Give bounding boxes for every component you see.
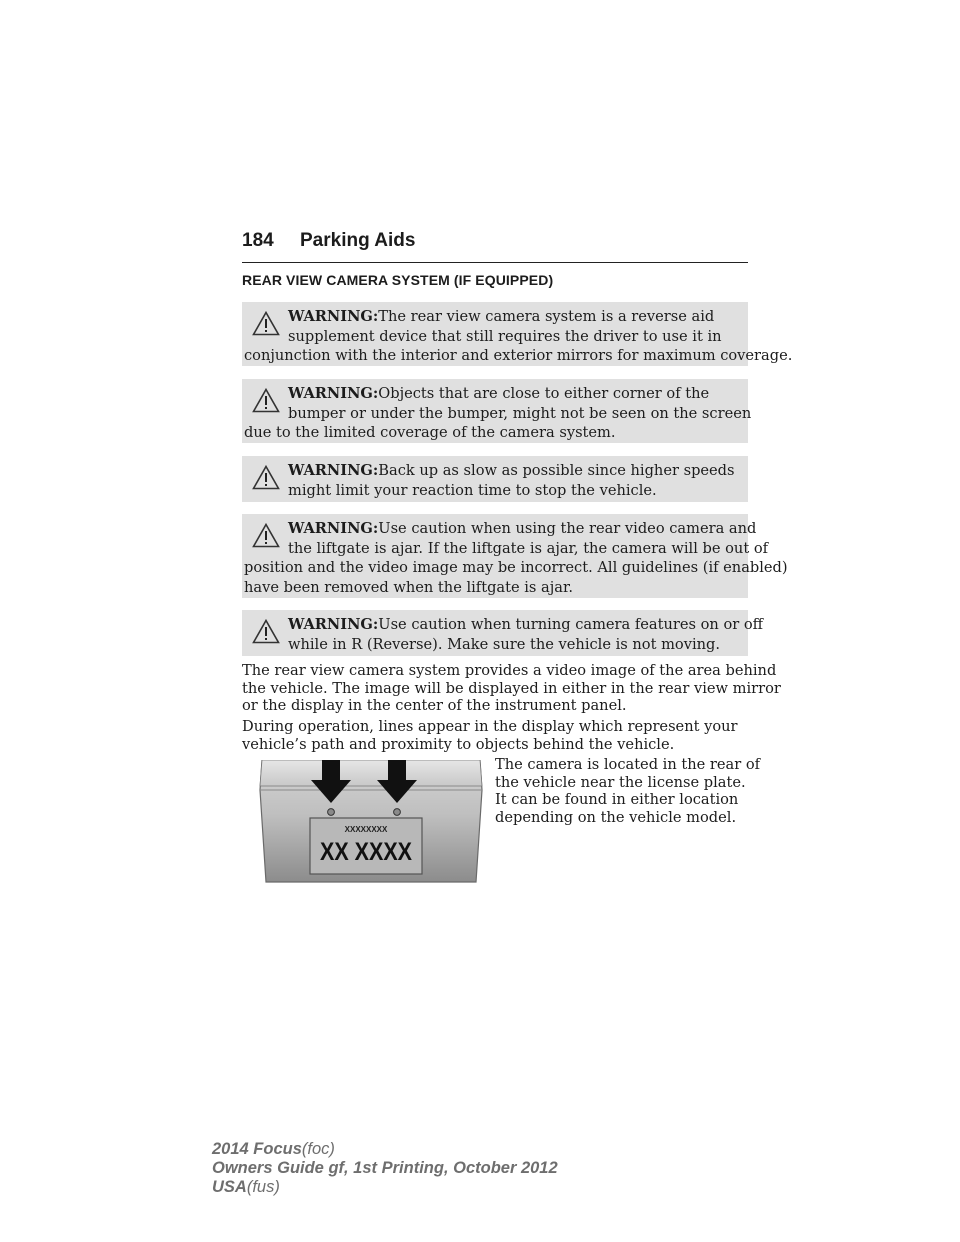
warning-line: WARNING:Objects that are close to either corner of the	[288, 385, 710, 402]
page-header	[242, 230, 748, 263]
footer-model-code: (foc)	[301, 1140, 335, 1158]
footer-market-code: (fus)	[246, 1178, 280, 1196]
warning-line: WARNING:Use caution when turning camera features on or off	[288, 616, 763, 633]
warning-line: while in R (Reverse). Make sure the vehicle is not moving.	[288, 635, 721, 653]
warning-box	[242, 610, 763, 656]
warning-triangle-icon	[252, 465, 280, 490]
warning-triangle-icon	[252, 619, 280, 644]
warning-box	[242, 514, 788, 598]
paragraph-line: The rear view camera system provides a video image of the area behind	[242, 662, 777, 679]
warning-line: might limit your reaction time to stop the vehicle.	[288, 481, 657, 499]
page-footer	[212, 1140, 558, 1197]
footer-model: 2014 Focus	[212, 1140, 302, 1158]
paragraph-line: vehicle’s path and proximity to objects behind the vehicle.	[242, 735, 675, 753]
section-title: Parking Aids	[300, 230, 416, 251]
body-paragraph	[242, 662, 781, 715]
paragraph-line: depending on the vehicle model.	[495, 808, 737, 826]
warning-triangle-icon	[252, 388, 280, 413]
footer-guide: Owners Guide gf, 1st Printing, October 2012	[212, 1159, 558, 1177]
warning-line: conjunction with the interior and exterior mirrors for maximum coverage.	[244, 347, 793, 364]
warning-box	[242, 379, 752, 443]
warning-triangle-icon	[252, 311, 280, 336]
warning-line: position and the video image may be incorrect. All guidelines (if enabled)	[244, 559, 788, 576]
camera-location-figure	[258, 760, 484, 884]
warning-line: WARNING:Back up as slow as possible since higher speeds	[288, 462, 735, 479]
paragraph-line: the vehicle near the license plate.	[495, 773, 746, 791]
paragraph-line: During operation, lines appear in the display which represent your	[242, 718, 738, 735]
warning-line: the liftgate is ajar. If the liftgate is ajar, the camera will be out of	[288, 539, 769, 557]
paragraph-line: It can be found in either location	[495, 791, 739, 808]
warning-triangle-icon	[252, 523, 280, 548]
footer-market: USA	[212, 1178, 247, 1196]
warning-box	[242, 456, 748, 502]
paragraph-line: or the display in the center of the instrument panel.	[242, 697, 627, 714]
paragraph-line: The camera is located in the rear of	[495, 756, 761, 773]
body-paragraph	[242, 718, 748, 753]
camera-dot-right	[394, 809, 401, 816]
warning-line: bumper or under the bumper, might not be seen on the screen	[288, 404, 752, 422]
page-number: 184	[242, 230, 274, 251]
camera-dot-left	[328, 809, 335, 816]
warning-line: due to the limited coverage of the camera system.	[244, 424, 616, 441]
warning-line: have been removed when the liftgate is ajar.	[244, 578, 573, 596]
warning-line: WARNING:Use caution when using the rear video camera and	[288, 520, 757, 537]
warning-box	[242, 302, 793, 366]
plate-number-text: XX XXXX	[320, 838, 413, 866]
plate-top-text: XXXXXXXX	[344, 825, 388, 834]
camera-location-text	[495, 756, 761, 826]
warning-line: WARNING:The rear view camera system is a reverse aid	[288, 308, 715, 325]
warning-line: supplement device that still requires the driver to use it in	[288, 327, 722, 345]
section-heading: REAR VIEW CAMERA SYSTEM (IF EQUIPPED)	[242, 272, 554, 288]
paragraph-line: the vehicle. The image will be displayed in either in the rear view mirror	[242, 679, 781, 697]
